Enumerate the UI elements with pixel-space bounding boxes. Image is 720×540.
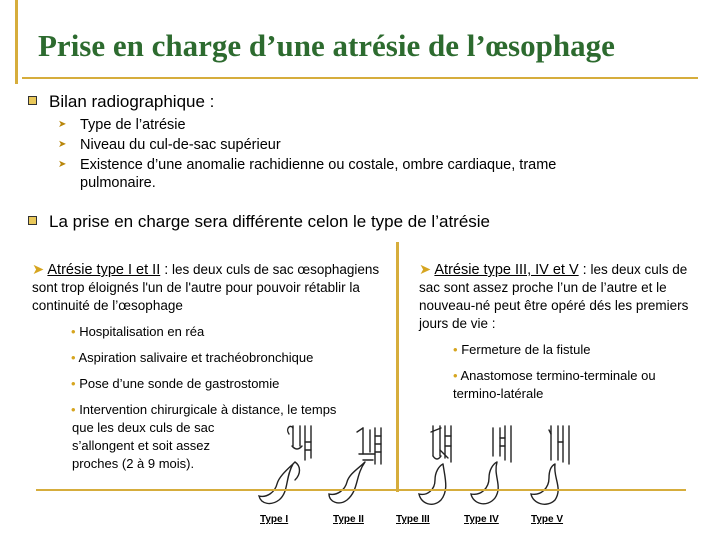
list-item-text: Pose d’une sonde de gastrostomie <box>79 376 280 391</box>
type-iii-label: Type III <box>396 514 430 525</box>
right-heading-sep: : <box>578 262 587 278</box>
dot-bullet-icon: • <box>71 376 76 391</box>
sub-item-text-continued: pulmonaire. <box>80 175 156 191</box>
continuation-line: que les deux culs de sac <box>72 420 215 435</box>
left-heading-sep: : <box>160 262 169 278</box>
dot-bullet-icon: • <box>71 402 76 417</box>
dot-bullet-icon: • <box>71 350 76 365</box>
type-v-label: Type V <box>531 514 564 525</box>
triangle-bullet-icon: ➤ <box>419 262 432 278</box>
sub-item-niveau <box>58 137 281 155</box>
type-iv-drawing <box>471 426 511 504</box>
type-iii-drawing <box>419 426 451 504</box>
left-heading <box>32 261 384 315</box>
square-bullet-icon <box>28 216 37 225</box>
type-ii-label: Type II <box>333 514 364 525</box>
bullet-prise-en-charge <box>28 212 490 232</box>
arrow-bullet-icon: ➤ <box>58 139 67 150</box>
sub-item-type <box>58 117 186 135</box>
list-item-text: Aspiration salivaire et trachéobronchique <box>78 350 314 365</box>
continuation-line: s’allongent et soit assez <box>72 438 211 453</box>
right-heading <box>419 261 699 333</box>
list-item-text: Hospitalisation en réa <box>79 324 205 339</box>
bilan-label: Bilan radiographique : <box>49 92 215 111</box>
dot-bullet-icon: • <box>71 324 76 339</box>
atresia-types-illustration <box>245 422 585 512</box>
list-item-text: Fermeture de la fistule <box>461 342 591 357</box>
right-column <box>419 261 699 411</box>
dot-bullet-icon: • <box>453 342 458 357</box>
type-iv-label: Type IV <box>464 514 499 525</box>
left-heading-text: les deux culs de sac œsophagiens sont trop éloignés l'un de l'autre pour pouvoir rétablir la continuité de l’œsophage <box>32 262 380 313</box>
sub-item-text: Niveau du cul-de-sac supérieur <box>80 137 281 153</box>
sub-item-text: Type de l’atrésie <box>80 117 186 133</box>
type-i-drawing <box>259 426 311 503</box>
sub-item-text: Existence d’une anomalie rachidienne ou costale, ombre cardiaque, trame <box>80 157 557 173</box>
list-item <box>419 367 699 403</box>
triangle-bullet-icon: ➤ <box>32 262 45 278</box>
right-heading-link: Atrésie type III, IV et V <box>434 262 579 278</box>
list-item-text: Intervention chirurgicale à distance, le temps <box>79 402 337 417</box>
left-heading-link: Atrésie type I et II <box>47 262 161 278</box>
list-item <box>419 341 699 359</box>
list-item <box>32 375 384 393</box>
bottom-divider <box>36 489 686 491</box>
right-items <box>419 341 699 403</box>
prise-text: La prise en charge sera différente celon le type de l’atrésie <box>49 212 491 231</box>
type-i-label: Type I <box>260 514 289 525</box>
list-item <box>32 349 384 367</box>
list-item <box>32 323 384 341</box>
slide-title: Prise en charge d’une atrésie de l’œsophage <box>38 28 615 63</box>
arrow-bullet-icon: ➤ <box>58 159 67 170</box>
arrow-bullet-icon: ➤ <box>58 119 67 130</box>
right-heading-text: les deux culs de sac sont assez proche l’un de l’autre et le nouveau-né peut être opéré dés les premiers jours de vie : <box>419 262 689 331</box>
bullet-bilan <box>28 92 214 112</box>
dot-bullet-icon: • <box>453 368 458 383</box>
accent-vertical-bar <box>15 0 18 84</box>
title-divider <box>22 77 698 79</box>
sub-item-anomalie <box>58 157 618 192</box>
square-bullet-icon <box>28 96 37 105</box>
list-item-text: Anastomose termino-terminale ou termino-latérale <box>453 368 656 401</box>
continuation-line: proches (2 à 9 mois). <box>72 456 195 471</box>
type-ii-drawing <box>329 428 381 503</box>
type-v-drawing <box>531 426 569 504</box>
